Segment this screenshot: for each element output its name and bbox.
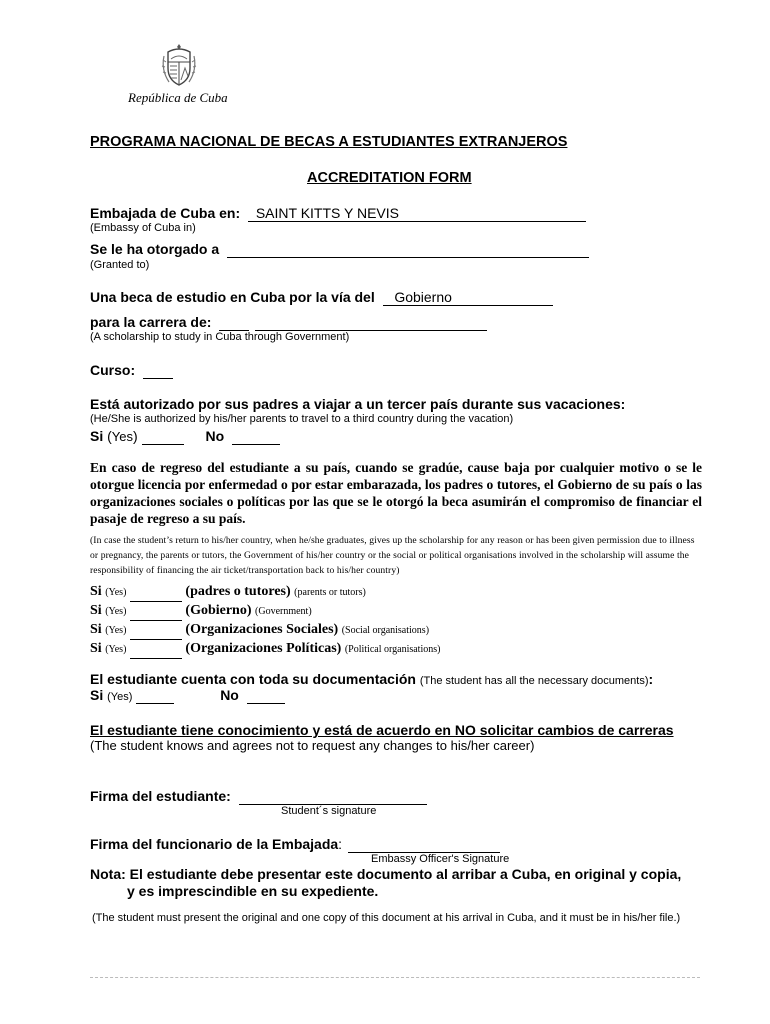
- embassy-label: Embajada de Cuba en:: [90, 205, 241, 221]
- documents-row: [90, 671, 653, 687]
- embassy-row: [90, 205, 586, 222]
- authorized-label: Está autorizado por sus padres a viajar a un tercer país durante sus vacaciones:: [90, 396, 626, 412]
- embassy-value: SAINT KITTS Y NEVIS: [255, 205, 399, 221]
- officer-signature-label: Firma del funcionario de la Embajada: [90, 836, 339, 852]
- authorized-no-field[interactable]: [232, 428, 280, 445]
- republica-label: República de Cuba: [128, 90, 228, 105]
- student-signature-field[interactable]: [239, 788, 427, 805]
- return-option-political: [90, 640, 440, 659]
- authorized-answer-row: Si (Yes) No: [90, 428, 280, 445]
- scholarship-field[interactable]: [383, 289, 553, 306]
- career-field[interactable]: [255, 314, 487, 331]
- career-change-label: El estudiante tiene conocimiento y está de acuerdo en NO solicitar cambios de carreras: [90, 722, 674, 738]
- option-si-label: Si: [90, 584, 102, 599]
- authorized-si-label: Si: [90, 428, 104, 444]
- scholarship-value: Gobierno: [394, 289, 452, 305]
- program-title: PROGRAMA NACIONAL DE BECAS A ESTUDIANTES EXTRANJEROS: [90, 134, 568, 150]
- option-translation: (parents or tutors): [294, 587, 366, 598]
- option-translation: (Social organisations): [341, 625, 430, 636]
- officer-signature-field[interactable]: [348, 836, 500, 853]
- option-label: (Organizaciones Políticas): [185, 641, 342, 656]
- option-political-field[interactable]: [130, 640, 182, 659]
- option-parents-field[interactable]: [130, 583, 182, 602]
- option-yes-label: (Yes): [105, 625, 127, 636]
- granted-row: [90, 241, 589, 258]
- career-label: para la carrera de:: [90, 314, 212, 330]
- option-yes-label: (Yes): [105, 644, 127, 655]
- authorized-yes-field[interactable]: [142, 428, 184, 445]
- form-title: ACCREDITATION FORM: [307, 170, 472, 186]
- documents-translation: (The student has all the necessary documents): [419, 675, 649, 687]
- option-government-field[interactable]: [130, 602, 182, 621]
- option-translation: (Government): [255, 606, 312, 617]
- documents-no-field[interactable]: [247, 687, 285, 704]
- option-si-label: Si: [90, 603, 102, 618]
- return-option-parents: [90, 583, 440, 602]
- documents-yes-label: (Yes): [107, 691, 133, 703]
- course-field[interactable]: [143, 362, 173, 379]
- documents-answer-row: [90, 687, 285, 704]
- scholarship-row: [90, 289, 553, 306]
- option-label: (padres o tutores): [185, 584, 291, 599]
- embassy-field[interactable]: [248, 205, 586, 222]
- career-change-translation: (The student knows and agrees not to request any changes to his/her career): [90, 738, 535, 753]
- career-row: [90, 314, 487, 331]
- course-label: Curso:: [90, 362, 136, 378]
- officer-signature-colon: :: [338, 836, 343, 852]
- documents-yes-field[interactable]: [136, 687, 174, 704]
- option-social-field[interactable]: [130, 621, 182, 640]
- scholarship-label: Una beca de estudio en Cuba por la vía del: [90, 289, 375, 305]
- authorized-no-label: No: [205, 428, 225, 444]
- granted-label: Se le ha otorgado a: [90, 241, 220, 257]
- return-paragraph: [90, 459, 702, 527]
- granted-translation: (Granted to): [90, 259, 150, 271]
- officer-signature-caption: Embassy Officer's Signature: [371, 853, 510, 865]
- option-label: (Gobierno): [185, 603, 252, 618]
- option-si-label: Si: [90, 641, 102, 656]
- option-yes-label: (Yes): [105, 606, 127, 617]
- officer-signature-row: [90, 836, 500, 853]
- scholarship-translation: (A scholarship to study in Cuba through Government): [90, 331, 350, 343]
- student-signature-label: Firma del estudiante:: [90, 788, 231, 804]
- authorized-yes-label: Yes: [111, 429, 134, 444]
- return-option-social: [90, 621, 440, 640]
- documents-label: El estudiante cuenta con toda su documentación: [90, 671, 416, 687]
- bottom-divider: [90, 977, 700, 978]
- return-option-government: [90, 602, 440, 621]
- embassy-translation: (Embassy of Cuba in): [90, 222, 196, 234]
- granted-field[interactable]: [227, 241, 589, 258]
- return-options: [90, 583, 440, 659]
- option-translation: (Political organisations): [344, 644, 441, 655]
- course-row: [90, 362, 173, 379]
- documents-colon: :: [648, 671, 654, 687]
- option-si-label: Si: [90, 622, 102, 637]
- student-signature-row: [90, 788, 427, 805]
- return-paragraph-text: En caso de regreso del estudiante a su país, cuando se gradúe, cause baja por cualquier motivo o se le otorgue licencia por enfermedad o por estar embarazada, los padres o tutores, el Gobierno de su país o las organizaciones sociales o políticas por las que se le otorgó la beca asumirán el compromiso de financiar el pasaje de regreso a su país.: [90, 460, 702, 526]
- authorized-translation: (He/She is authorized by his/her parents to travel to a third country during the vacation): [90, 413, 514, 425]
- coat-of-arms-seal: [160, 42, 198, 88]
- documents-si-label: Si: [90, 687, 104, 703]
- note-line-2: y es imprescindible en su expediente.: [127, 883, 379, 899]
- return-translation: (In case the student’s return to his/her country, when he/she graduates, gives up the scholarship for any reason or has been given permission due to illness or pregnancy, the parents or tutors, the Government of his/her country or the social or political organisations involved in the scholarship will assume the responsibility of financing the air ticket/transportation back to his/her country): [90, 535, 695, 576]
- return-translation-block: [90, 533, 702, 578]
- option-label: (Organizaciones Sociales): [185, 622, 339, 637]
- note-translation: (The student must present the original and one copy of this document at his arrival in Cuba, and it must be in his/her file.): [92, 912, 681, 924]
- documents-no-label: No: [220, 687, 239, 703]
- option-yes-label: (Yes): [105, 587, 127, 598]
- student-signature-caption: Student´s signature: [281, 805, 377, 817]
- career-field-short[interactable]: [219, 314, 249, 331]
- note-line-1: Nota: El estudiante debe presentar este documento al arribar a Cuba, en original y copia,: [90, 866, 682, 882]
